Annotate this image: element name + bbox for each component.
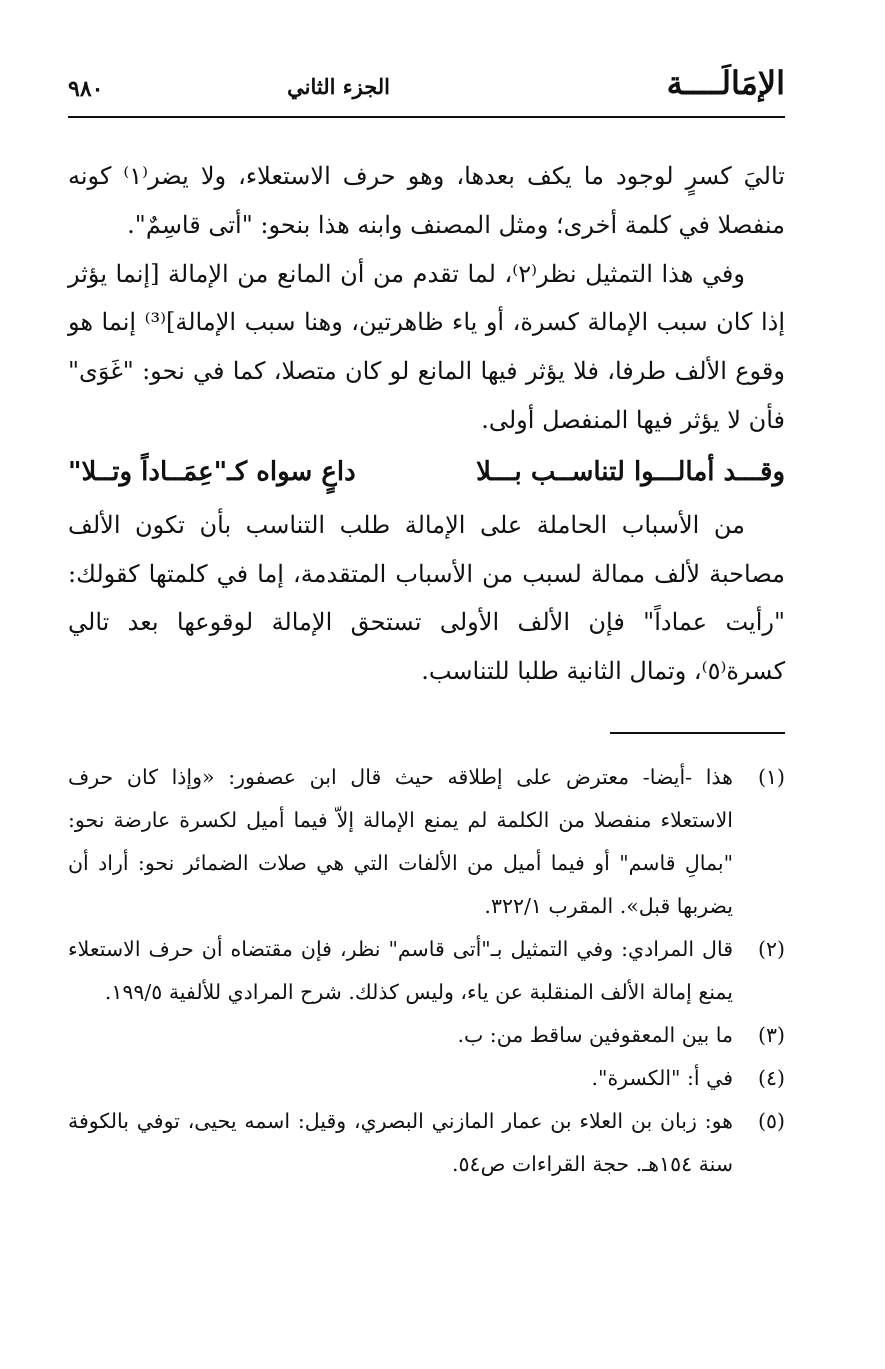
footnote-text: ما بين المعقوفين ساقط من: ب.: [457, 1022, 733, 1047]
verse-line: [68, 447, 785, 497]
footnote: [68, 1057, 785, 1100]
footnote: [68, 1014, 785, 1057]
footnote-number: (١): [757, 764, 785, 789]
book-page: [68, 56, 785, 1186]
chapter-title: الإمَالَــــة: [666, 64, 785, 102]
footnote-separator: [610, 732, 785, 734]
footnotes: [68, 756, 785, 1186]
verse-hemistich-second: داعٍ سواه كـ"عِمَــاداً وتــلا": [68, 456, 356, 487]
footnote-number: (٥): [757, 1108, 785, 1133]
footnote: [68, 756, 785, 928]
verse-hemistich-first: وقـــد أمالـــوا لتناســب بـــلا: [476, 456, 785, 487]
footnote-number: (٢): [757, 936, 785, 961]
footnote: [68, 1100, 785, 1186]
paragraph-3: من الأسباب الحاملة على الإمالة طلب التناسب بأن تكون الألف مصاحبة لألف ممالة لسبب من الأسباب المتقدمة، إما في كلمتها كقولك: "رأيت عماداً" فإن الألف الأولى تستحق الإمالة لوقوعها بعد تالي كسرة⁽٥⁾، وتمال الثانية طلبا للتناسب.: [68, 510, 785, 686]
footnote-text: هذا -أيضا- معترض على إطلاقه حيث قال ابن عصفور: «وإذا كان حرف الاستعلاء منفصلا من الكلمة لم يمنع الإمالة إلاّ فيما أميل لكسرة عارضة نحو: "بمالِ قاسم" أو فيما أميل من الألفات التي هي صلات الضمائر نحو: أراد أن يضربها قبل». المقرب ٣٢٢/١.: [68, 764, 733, 918]
paragraph-2: وفي هذا التمثيل نظر⁽٢⁾، لما تقدم من أن المانع من الإمالة [إنما يؤثر إذا كان سبب الإمالة كسرة، أو ياء ظاهرتين، وهنا سبب الإمالة]⁽³⁾ إنما هو وقوع الألف طرفا، فلا يؤثر فيها المانع لو كان متصلا، كما في نحو: "غَوَى" فأن لا يؤثر فيها المنفصل أولى.: [68, 259, 785, 434]
footnote-number: (٤): [757, 1065, 785, 1090]
footnote-text: هو: زبان بن العلاء بن عمار المازني البصري، وقيل: اسمه يحيى، توفي بالكوفة سنة ١٥٤هـ. حجة القراءات ص٥٤.: [68, 1108, 733, 1176]
footnote: [68, 928, 785, 1014]
main-text: [68, 152, 785, 696]
paragraph-1: تاليَ كسرٍ لوجود ما يكف بعدها، وهو حرف الاستعلاء، ولا يضر⁽١⁾ كونه منفصلا في كلمة أخرى؛ ومثل المصنف وابنه هذا بنحو: "أتى قاسِمٌ".: [68, 162, 785, 239]
running-header: [68, 56, 785, 118]
footnote-text: قال المرادي: وفي التمثيل بـ"أتى قاسم" نظر، فإن مقتضاه أن حرف الاستعلاء يمنع إمالة الألف المنقلبة عن ياء، وليس كذلك. شرح المرادي للألفية ١٩٩/٥.: [68, 936, 733, 1004]
footnote-text: في أ: "الكسرة".: [591, 1065, 733, 1090]
footnote-number: (٣): [757, 1022, 785, 1047]
page-number: ٩٨٠: [68, 76, 104, 102]
part-label: الجزء الثاني: [287, 74, 390, 99]
